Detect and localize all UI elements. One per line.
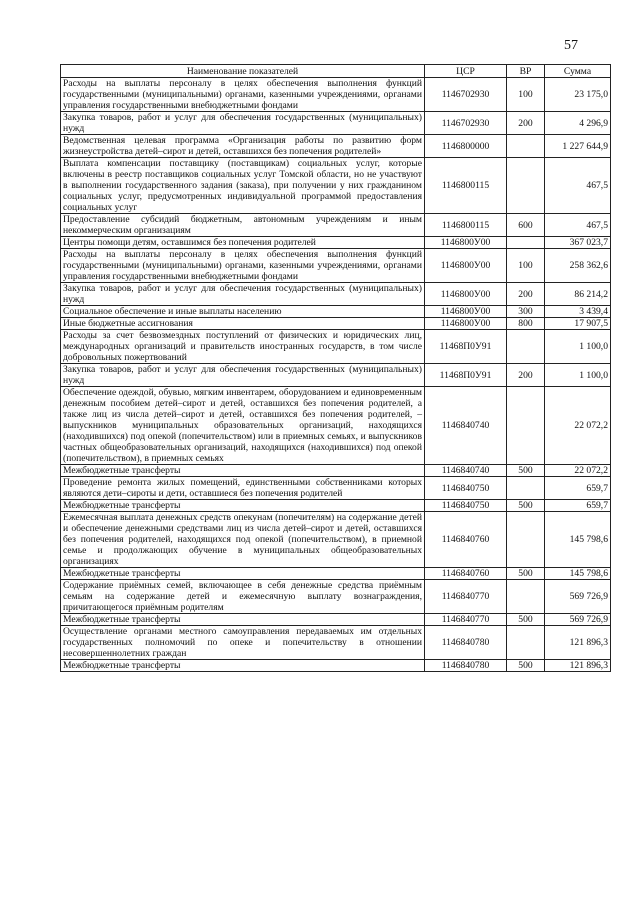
header-sum: Сумма (545, 65, 611, 78)
table-row (61, 306, 611, 318)
row-vr: 500 (507, 465, 545, 477)
row-sum: 121 896,3 (545, 626, 611, 660)
header-name: Наименование показателей (61, 65, 425, 78)
row-csr: 1146800У00 (425, 237, 507, 249)
table-header-row (61, 65, 611, 78)
row-csr: 11468П0У91 (425, 364, 507, 387)
row-csr: 1146702930 (425, 78, 507, 112)
header-vr: ВР (507, 65, 545, 78)
row-sum: 467,5 (545, 158, 611, 214)
row-csr: 1146800У00 (425, 249, 507, 283)
row-vr (507, 158, 545, 214)
table-row (61, 512, 611, 568)
row-sum: 22 072,2 (545, 465, 611, 477)
table-row (61, 214, 611, 237)
row-sum: 569 726,9 (545, 580, 611, 614)
table-row (61, 158, 611, 214)
table-row (61, 283, 611, 306)
row-sum: 17 907,5 (545, 318, 611, 330)
row-csr: 1146800У00 (425, 318, 507, 330)
row-sum: 3 439,4 (545, 306, 611, 318)
row-vr: 500 (507, 568, 545, 580)
row-csr: 1146840750 (425, 500, 507, 512)
table-row (61, 387, 611, 465)
row-vr (507, 237, 545, 249)
row-sum: 659,7 (545, 500, 611, 512)
row-vr: 100 (507, 249, 545, 283)
row-name: Межбюджетные трансферты (61, 568, 425, 580)
row-vr: 500 (507, 614, 545, 626)
table-row (61, 500, 611, 512)
row-sum: 86 214,2 (545, 283, 611, 306)
row-name: Закупка товаров, работ и услуг для обеспечения государственных (муниципальных) нужд (61, 364, 425, 387)
row-csr: 1146840760 (425, 568, 507, 580)
row-sum: 121 896,3 (545, 660, 611, 672)
row-csr: 1146800115 (425, 158, 507, 214)
row-vr (507, 512, 545, 568)
table-row (61, 249, 611, 283)
row-sum: 659,7 (545, 477, 611, 500)
row-csr: 1146840770 (425, 580, 507, 614)
row-name: Расходы за счет безвозмездных поступлений от физических и юридических лиц, международных организаций и правительств иностранных государств, в том числе добровольных пожертвований (61, 330, 425, 364)
row-vr: 600 (507, 214, 545, 237)
row-vr (507, 580, 545, 614)
table-row (61, 477, 611, 500)
row-sum: 145 798,6 (545, 512, 611, 568)
row-vr: 300 (507, 306, 545, 318)
page-number: 57 (564, 38, 578, 53)
row-vr (507, 330, 545, 364)
row-csr: 1146800У00 (425, 283, 507, 306)
row-name: Межбюджетные трансферты (61, 500, 425, 512)
row-csr: 11468П0У91 (425, 330, 507, 364)
row-name: Ежемесячная выплата денежных средств опекунам (попечителям) на содержание детей и обеспечение денежными средствами лиц из числа детей–сирот и детей, оставшихся без попечения родителей, находящихся под опекой (попечительством), в приемной семье и продолжающих обучение в муниципальных общеобразовательных организациях (61, 512, 425, 568)
row-vr (507, 387, 545, 465)
row-csr: 1146800У00 (425, 306, 507, 318)
row-sum: 569 726,9 (545, 614, 611, 626)
table-row (61, 364, 611, 387)
row-csr: 1146840740 (425, 387, 507, 465)
row-sum: 23 175,0 (545, 78, 611, 112)
row-name: Иные бюджетные ассигнования (61, 318, 425, 330)
row-csr: 1146840780 (425, 660, 507, 672)
table-row (61, 330, 611, 364)
row-name: Выплата компенсации поставщику (поставщикам) социальных услуг, которые включены в реестр поставщиков социальных услуг Томской области, но не участвуют в выполнении государственного задания (заказа), при получении у них гражданином социальных услуг, предусмотренных индивидуальной программой предоставления социальных услуг (61, 158, 425, 214)
table-row (61, 580, 611, 614)
row-name: Осуществление органами местного самоуправления передаваемых им отдельных государственных полномочий по опеке и попечительству в отношении несовершеннолетних граждан (61, 626, 425, 660)
row-vr (507, 477, 545, 500)
row-csr: 1146840740 (425, 465, 507, 477)
row-name: Социальное обеспечение и иные выплаты населению (61, 306, 425, 318)
row-vr: 500 (507, 660, 545, 672)
row-vr: 100 (507, 78, 545, 112)
row-name: Закупка товаров, работ и услуг для обеспечения государственных (муниципальных) нужд (61, 283, 425, 306)
table-row (61, 568, 611, 580)
row-sum: 145 798,6 (545, 568, 611, 580)
table-row (61, 78, 611, 112)
row-sum: 4 296,9 (545, 112, 611, 135)
row-name: Центры помощи детям, оставшимся без попечения родителей (61, 237, 425, 249)
row-csr: 1146800000 (425, 135, 507, 158)
row-name: Ведомственная целевая программа «Организация работы по развитию форм жизнеустройства детей–сирот и детей, оставшихся без попечения родителей» (61, 135, 425, 158)
row-name: Межбюджетные трансферты (61, 465, 425, 477)
row-csr: 1146702930 (425, 112, 507, 135)
row-name: Содержание приёмных семей, включающее в себя денежные средства приёмным семьям на содержание детей и ежемесячную выплату вознаграждения, причитающегося приёмным родителям (61, 580, 425, 614)
table-row (61, 135, 611, 158)
budget-table (60, 64, 611, 672)
row-csr: 1146840750 (425, 477, 507, 500)
row-vr: 500 (507, 500, 545, 512)
table-row (61, 465, 611, 477)
row-vr: 200 (507, 283, 545, 306)
row-name: Расходы на выплаты персоналу в целях обеспечения выполнения функций государственными (муниципальными) органами, казенными учреждениями, органами управления государственными внебюджетными фондами (61, 249, 425, 283)
row-sum: 1 227 644,9 (545, 135, 611, 158)
row-sum: 1 100,0 (545, 330, 611, 364)
row-name: Предоставление субсидий бюджетным, автономным учреждениям и иным некоммерческим организациям (61, 214, 425, 237)
table-row (61, 626, 611, 660)
table-row (61, 614, 611, 626)
row-vr: 200 (507, 364, 545, 387)
row-name: Обеспечение одеждой, обувью, мягким инвентарем, оборудованием и единовременным денежным пособием детей–сирот и детей, оставшихся без попечения родителей, а также лиц из числа детей–сирот и детей, оставшихся без попечения родителей, – выпускников муниципальных образовательных организаций, находящихся (находившихся) под опекой (попечительством) или в приемных семьях, и выпускников частных общеобразовательных организаций, находящихся (находившихся) под опекой (попечительством), в приемных семьях (61, 387, 425, 465)
row-vr: 200 (507, 112, 545, 135)
row-name: Расходы на выплаты персоналу в целях обеспечения выполнения функций государственными (муниципальными) органами, казенными учреждениями, органами управления государственными внебюджетными фондами (61, 78, 425, 112)
table-row (61, 318, 611, 330)
row-sum: 467,5 (545, 214, 611, 237)
row-vr: 800 (507, 318, 545, 330)
row-csr: 1146840780 (425, 626, 507, 660)
table-row (61, 660, 611, 672)
table-row (61, 237, 611, 249)
row-csr: 1146840770 (425, 614, 507, 626)
header-csr: ЦСР (425, 65, 507, 78)
row-sum: 258 362,6 (545, 249, 611, 283)
row-vr (507, 626, 545, 660)
row-name: Межбюджетные трансферты (61, 660, 425, 672)
row-sum: 22 072,2 (545, 387, 611, 465)
row-sum: 1 100,0 (545, 364, 611, 387)
row-name: Межбюджетные трансферты (61, 614, 425, 626)
table-row (61, 112, 611, 135)
row-name: Закупка товаров, работ и услуг для обеспечения государственных (муниципальных) нужд (61, 112, 425, 135)
row-csr: 1146840760 (425, 512, 507, 568)
row-name: Проведение ремонта жилых помещений, единственными собственниками которых являются дети–сироты и дети, оставшиеся без попечения родителей (61, 477, 425, 500)
row-sum: 367 023,7 (545, 237, 611, 249)
row-csr: 1146800115 (425, 214, 507, 237)
row-vr (507, 135, 545, 158)
